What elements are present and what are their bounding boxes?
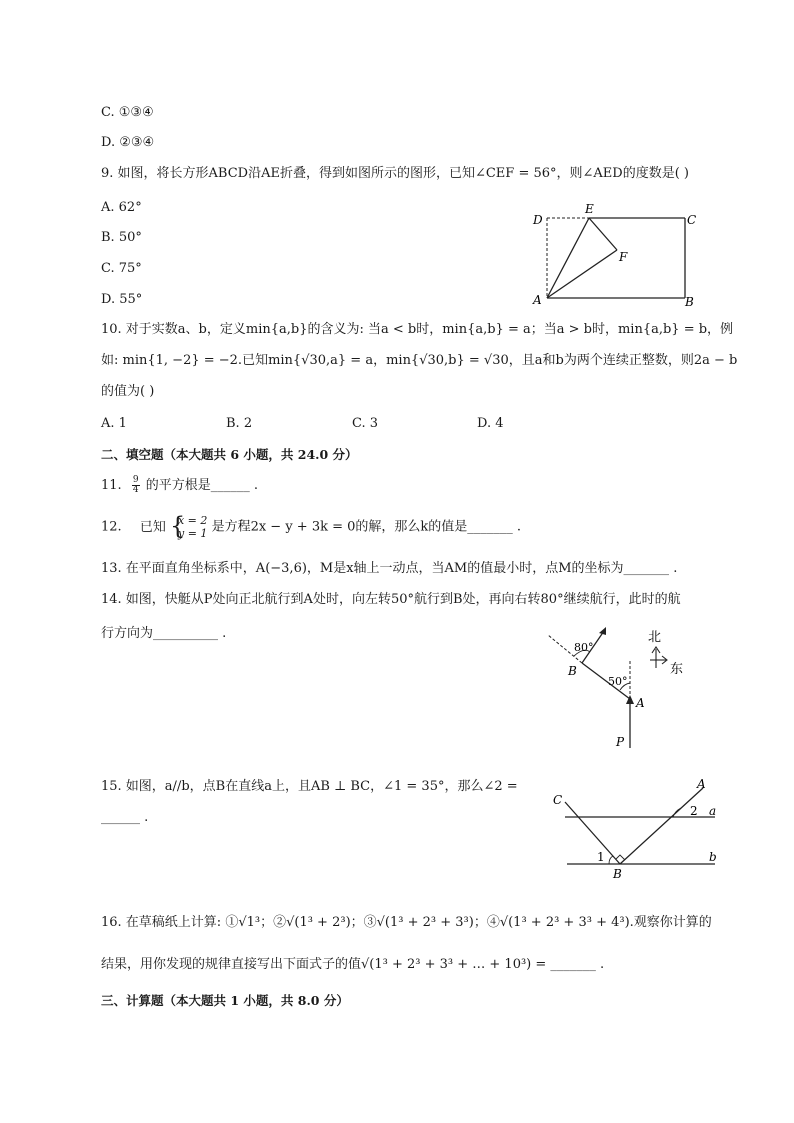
q12-pre: 已知 xyxy=(139,519,166,535)
q14-label-p: P xyxy=(616,735,625,749)
q11 xyxy=(101,476,258,495)
option-d-prev: D. ②③④ xyxy=(101,135,155,150)
q9-label-e: E xyxy=(585,202,594,216)
q12-brace: { xyxy=(169,512,186,540)
q9-option-d: D. 55° xyxy=(101,292,143,307)
q9-label-c: C xyxy=(687,213,697,227)
q15-label-line-b: b xyxy=(709,850,717,864)
q14-north-label: 北 xyxy=(648,630,662,645)
q15-figure xyxy=(545,772,725,884)
q14-angle-50: 50° xyxy=(608,675,628,688)
q15-label-a-point: A xyxy=(697,777,706,791)
q12-system xyxy=(170,514,207,540)
q14-figure xyxy=(540,623,700,753)
q12 xyxy=(101,514,521,540)
q10-line2: 如: min{1, −2} = −2.已知min{√30,a} = a，min{√30,b} = √30，且a和b为两个连续正整数，则2a − b xyxy=(101,353,738,368)
q11-text: 的平方根是______ . xyxy=(145,478,258,493)
q15-line1: 15. 如图，a//b，点B在直线a上，且AB ⊥ BC，∠1 = 35°，那么∠2 = xyxy=(101,779,518,794)
q11-number: 11. xyxy=(101,478,122,493)
q14-label-b: B xyxy=(568,664,577,678)
q9-label-d: D xyxy=(533,213,543,227)
q9-option-c: C. 75° xyxy=(101,261,142,276)
q9-label-a: A xyxy=(533,293,542,307)
q12-post: 是方程2x − y + 3k = 0的解，那么k的值是_______ . xyxy=(211,519,522,535)
section-3-heading: 三、计算题（本大题共 1 小题，共 8.0 分） xyxy=(101,993,349,1008)
q13: 13. 在平面直角坐标系中，A(−3,6)，M是x轴上一动点，当AM的值最小时，点M的坐标为_______ . xyxy=(101,561,678,576)
q10-option-d: D. 4 xyxy=(477,416,504,431)
q11-fraction xyxy=(132,476,140,495)
q12-number: 12. xyxy=(101,519,122,535)
q10-option-a: A. 1 xyxy=(101,416,127,431)
q14-east-label: 东 xyxy=(670,662,684,677)
q10-option-b: B. 2 xyxy=(226,416,253,431)
q12-system-eq2: y = 1 xyxy=(177,527,208,540)
q16-line2: 结果，用你发现的规律直接写出下面式子的值√(1³ + 2³ + 3³ + … + 10³) = _______ . xyxy=(101,957,605,972)
q14-line1: 14. 如图，快艇从P处向正北航行到A处时，向左转50°航行到B处，再向右转80°继续航行，此时的航 xyxy=(101,592,681,607)
q9-option-b: B. 50° xyxy=(101,230,142,245)
q14-line2: 行方向为__________ . xyxy=(101,626,227,641)
q14-label-a: A xyxy=(636,696,645,710)
q14-angle-80: 80° xyxy=(574,641,594,654)
section-2-heading: 二、填空题（本大题共 6 小题，共 24.0 分） xyxy=(101,447,358,462)
q10-line3: 的值为( ) xyxy=(101,384,155,399)
q15-line2: ______ . xyxy=(101,810,149,825)
q15-label-c: C xyxy=(553,793,563,807)
option-c-prev: C. ①③④ xyxy=(101,105,154,120)
q9-label-f: F xyxy=(619,250,628,264)
q11-fraction-denominator: 4 xyxy=(132,485,139,495)
q9-stem: 9. 如图，将长方形ABCD沿AE折叠，得到如图所示的图形，已知∠CEF = 56°，则∠AED的度数是( ) xyxy=(101,166,689,181)
q15-label-b-point: B xyxy=(613,867,622,881)
q10-line1: 10. 对于实数a、b，定义min{a,b}的含义为: 当a < b时，min{a,b} = a；当a > b时，min{a,b} = b，例 xyxy=(101,322,734,337)
q9-label-b: B xyxy=(685,295,694,309)
q9-figure xyxy=(525,198,705,310)
q15-angle-2: 2 xyxy=(690,804,698,818)
q10-option-c: C. 3 xyxy=(352,416,379,431)
q15-label-line-a: a xyxy=(709,804,717,818)
q16-line1: 16. 在草稿纸上计算: ①√1³；②√(1³ + 2³)；③√(1³ + 2³ + 3³)；④√(1³ + 2³ + 3³ + 4³).观察你计算的 xyxy=(101,915,712,930)
q11-fraction-numerator: 9 xyxy=(132,475,139,485)
q15-angle-1: 1 xyxy=(597,850,605,864)
q9-option-a: A. 62° xyxy=(101,200,142,215)
q12-system-eq1: x = 2 xyxy=(177,514,208,527)
